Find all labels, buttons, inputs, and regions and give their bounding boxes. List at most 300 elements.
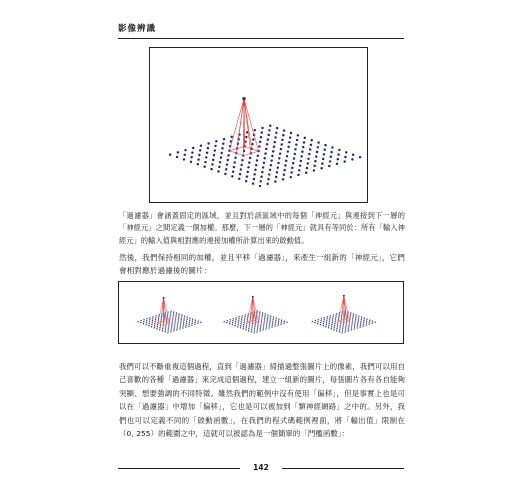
neuron-dot: [259, 141, 261, 143]
neuron-dot: [245, 329, 246, 330]
neuron-dot: [165, 325, 166, 326]
neuron-dot: [248, 330, 249, 331]
neuron-dot: [295, 143, 297, 145]
neuron-dot: [151, 322, 152, 323]
neuron-dot: [152, 318, 153, 319]
neuron-dot: [312, 321, 313, 322]
neuron-dot: [232, 324, 233, 325]
neuron-dot: [265, 148, 267, 150]
neuron-dot: [356, 314, 357, 315]
neuron-dot: [205, 156, 207, 158]
neuron-dot: [331, 326, 332, 327]
filter-connection: [338, 296, 344, 321]
neuron-dot: [259, 313, 260, 314]
neuron-dot: [173, 315, 174, 316]
neuron-dot: [251, 329, 252, 330]
neuron-dot: [240, 325, 241, 326]
neuron-dot: [332, 318, 333, 319]
neuron-dot: [146, 320, 147, 321]
neuron-dot: [263, 162, 265, 164]
neuron-dot: [320, 167, 322, 169]
neuron-dot: [269, 321, 270, 322]
footer-rule-left: [118, 468, 240, 469]
neuron-dot: [261, 316, 262, 317]
neuron-dot: [258, 323, 259, 324]
neuron-dot: [278, 157, 280, 159]
neuron-dot: [224, 173, 226, 175]
neuron-dot: [268, 129, 270, 131]
neuron-dot: [176, 329, 177, 330]
neuron-dot: [227, 154, 229, 156]
neuron-dot: [165, 329, 166, 330]
neuron-dot: [307, 162, 309, 164]
neuron-dot: [171, 327, 172, 328]
neuron-dot: [155, 315, 156, 316]
neuron-dot: [230, 319, 231, 320]
neuron-dot: [273, 318, 274, 319]
neuron-dot: [317, 323, 318, 324]
neuron-dot: [269, 325, 270, 326]
neuron-dot: [249, 324, 250, 325]
neuron-dot: [325, 324, 326, 325]
neuron-dot: [159, 327, 160, 328]
translated-filters-figure: [118, 281, 404, 344]
header-title: 影像辨識: [118, 24, 157, 34]
neuron-dot: [214, 149, 216, 151]
neuron-dot: [287, 150, 289, 152]
neuron-dot: [194, 322, 195, 323]
neuron-dot: [333, 314, 334, 315]
neuron-dot: [170, 331, 171, 332]
neuron-dot: [191, 324, 192, 325]
neuron-dot: [137, 321, 138, 322]
neuron-dot: [227, 159, 229, 161]
neuron-dot: [291, 167, 293, 169]
neuron-dot: [241, 317, 242, 318]
neuron-dot: [213, 154, 215, 156]
neuron-dot: [275, 132, 277, 134]
neuron-dot: [245, 180, 247, 182]
neuron-dot: [167, 311, 168, 312]
neuron-dot: [331, 322, 332, 323]
neuron-dot: [252, 325, 253, 326]
neuron-dot: [227, 320, 228, 321]
neuron-dot: [274, 141, 276, 143]
neuron-dot: [290, 132, 292, 134]
neuron-dot: [355, 318, 356, 319]
neuron-dot: [204, 161, 206, 163]
neuron-dot: [229, 321, 230, 322]
neuron-dot: [183, 158, 185, 160]
neuron-dot: [238, 318, 239, 319]
neuron-dot: [232, 322, 233, 323]
neuron-dot: [267, 320, 268, 321]
neuron-dot: [271, 326, 272, 327]
neuron-dot: [360, 320, 361, 321]
neuron-dot: [357, 321, 358, 322]
neuron-dot: [327, 316, 328, 317]
neuron-dot: [350, 329, 351, 330]
neuron-dot: [262, 166, 264, 168]
neuron-dot: [184, 154, 186, 156]
neuron-dot: [246, 325, 247, 326]
neuron-dot: [157, 326, 158, 327]
filter-connection: [237, 99, 244, 149]
neuron-dot: [162, 330, 163, 331]
neuron-dot: [321, 162, 323, 164]
filter-connection: [244, 99, 259, 152]
neuron-dot: [343, 324, 344, 325]
neuron-dot: [145, 324, 146, 325]
neuron-dot: [254, 129, 256, 131]
neuron-dot: [240, 327, 241, 328]
neuron-dot: [266, 324, 267, 325]
neuron-dot: [176, 327, 177, 328]
neuron-dot: [222, 142, 224, 144]
neuron-dot: [337, 158, 339, 160]
neuron-dot: [359, 326, 360, 327]
neuron-dot: [140, 320, 141, 321]
neuron-dot: [184, 315, 185, 316]
neuron-dot: [303, 141, 305, 143]
neuron-dot: [244, 318, 245, 319]
neuron-dot: [244, 316, 245, 317]
neuron-dot: [249, 326, 250, 327]
neuron-dot: [337, 322, 338, 323]
neuron-dot: [264, 152, 266, 154]
neuron-dot: [275, 176, 277, 178]
neuron-dot: [309, 148, 311, 150]
neuron-dot: [329, 160, 331, 162]
neuron-dot: [149, 317, 150, 318]
neuron-dot: [261, 320, 262, 321]
neuron-dot: [156, 328, 157, 329]
neuron-dot: [278, 322, 279, 323]
neuron-dot: [304, 137, 306, 139]
neuron-dot: [173, 328, 174, 329]
neuron-dot: [170, 316, 171, 317]
neuron-dot: [237, 326, 238, 327]
neuron-dot: [191, 151, 193, 153]
neuron-dot: [277, 166, 279, 168]
neuron-dot: [358, 317, 359, 318]
neuron-dot: [160, 325, 161, 326]
neuron-dot: [173, 330, 174, 331]
neuron-dot: [278, 320, 279, 321]
neuron-dot: [194, 323, 195, 324]
neuron-dot: [175, 320, 176, 321]
neuron-dot: [363, 319, 364, 320]
neuron-dot: [154, 321, 155, 322]
neuron-dot: [352, 317, 353, 318]
neuron-dot: [341, 332, 342, 333]
neuron-dot: [229, 323, 230, 324]
neuron-dot: [343, 160, 345, 162]
neuron-dot: [355, 320, 356, 321]
neuron-dot: [332, 320, 333, 321]
neuron-dot: [275, 321, 276, 322]
neuron-dot: [143, 323, 144, 324]
neuron-dot: [282, 178, 284, 180]
neuron-dot: [166, 317, 167, 318]
neuron-dot: [324, 144, 326, 146]
neuron-dot: [176, 312, 177, 313]
neuron-dot: [245, 136, 247, 138]
neuron-dot: [342, 328, 343, 329]
neuron-dot: [363, 323, 364, 324]
neuron-dot: [323, 321, 324, 322]
neuron-dot: [259, 330, 260, 331]
neuron-dot: [270, 317, 271, 318]
neuron-dot: [255, 324, 256, 325]
neuron-dot: [207, 142, 209, 144]
neuron-dot: [176, 314, 177, 315]
neuron-dot: [210, 168, 212, 170]
neuron-dot: [190, 161, 192, 163]
neuron-dot: [257, 327, 258, 328]
neuron-dot: [175, 316, 176, 317]
neuron-dot: [348, 328, 349, 329]
neuron-dot: [260, 328, 261, 329]
neuron-dot: [314, 322, 315, 323]
neuron-dot: [283, 174, 285, 176]
neuron-dot: [215, 140, 217, 142]
neuron-dot: [214, 145, 216, 147]
neuron-dot: [248, 328, 249, 329]
neuron-dot: [334, 327, 335, 328]
neuron-dot: [274, 180, 276, 182]
neuron-dot: [318, 319, 319, 320]
neuron-dot: [331, 324, 332, 325]
neuron-dot: [334, 321, 335, 322]
neuron-dot: [241, 319, 242, 320]
neuron-dot: [223, 138, 225, 140]
neuron-dot: [207, 147, 209, 149]
neuron-dot: [359, 156, 361, 158]
neuron-dot: [264, 317, 265, 318]
neuron-dot: [270, 164, 272, 166]
neuron-dot: [252, 138, 254, 140]
neuron-dot: [154, 323, 155, 324]
neuron-dot: [266, 143, 268, 145]
neuron-dot: [269, 323, 270, 324]
neuron-dot: [180, 320, 181, 321]
neuron-dot: [268, 173, 270, 175]
neuron-dot: [263, 157, 265, 159]
neuron-dot: [154, 327, 155, 328]
neuron-dot: [249, 157, 251, 159]
neuron-dot: [239, 316, 240, 317]
neuron-dot: [151, 324, 152, 325]
neuron-dot: [243, 326, 244, 327]
neuron-dot: [167, 330, 168, 331]
neuron-dot: [337, 324, 338, 325]
neuron-dot: [198, 154, 200, 156]
neuron-dot: [298, 169, 300, 171]
neuron-dot: [339, 331, 340, 332]
neuron-dot: [351, 327, 352, 328]
neuron-dot: [277, 324, 278, 325]
grid-group: [224, 310, 288, 333]
neuron-dot: [272, 322, 273, 323]
neuron-dot: [329, 321, 330, 322]
neuron-dot: [372, 321, 373, 322]
neuron-dot: [176, 156, 178, 158]
neuron-dot: [244, 320, 245, 321]
neuron-dot: [263, 325, 264, 326]
neuron-dot: [335, 317, 336, 318]
neuron-dot: [263, 323, 264, 324]
neuron-dot: [322, 158, 324, 160]
neuron-dot: [334, 323, 335, 324]
neuron-dot: [323, 153, 325, 155]
neuron-dot: [265, 328, 266, 329]
neuron-dot: [233, 166, 235, 168]
neuron-dot: [152, 316, 153, 317]
output-neuron: [243, 97, 246, 100]
neuron-dot: [369, 322, 370, 323]
neuron-dot: [162, 326, 163, 327]
neuron-dot: [260, 324, 261, 325]
neuron-dot: [360, 322, 361, 323]
neuron-dot: [369, 320, 370, 321]
neuron-dot: [332, 316, 333, 317]
neuron-dot: [344, 156, 346, 158]
neuron-dot: [186, 318, 187, 319]
neuron-dot: [344, 331, 345, 332]
neuron-dot: [257, 155, 259, 157]
neuron-dot: [353, 315, 354, 316]
neuron-dot: [185, 324, 186, 325]
neuron-dot: [293, 153, 295, 155]
neuron-dot: [317, 146, 319, 148]
neuron-dot: [172, 321, 173, 322]
neuron-dot: [183, 321, 184, 322]
neuron-dot: [182, 327, 183, 328]
neuron-dot: [256, 159, 258, 161]
neuron-dot: [253, 178, 255, 180]
neuron-dot: [260, 136, 262, 138]
neuron-dot: [328, 327, 329, 328]
neuron-dot: [300, 160, 302, 162]
neuron-dot: [353, 313, 354, 314]
neuron-dot: [189, 321, 190, 322]
neuron-dot: [358, 319, 359, 320]
neuron-dot: [340, 323, 341, 324]
neuron-dot: [259, 315, 260, 316]
neuron-dot: [320, 320, 321, 321]
page-footer: [118, 462, 404, 474]
neuron-dot: [272, 324, 273, 325]
neuron-dot: [278, 319, 279, 320]
neuron-dot: [185, 326, 186, 327]
neuron-dot: [351, 158, 353, 160]
neuron-dot: [261, 171, 263, 173]
neuron-dot: [269, 169, 271, 171]
paragraph-filter-description: 「過濾器」會涵蓋固定的區域，並且對於該區域中的每個「神經元」與連接到下一層的「神經元」之間定義一個加權。那麼，下一層的「神經元」就具有等同於：所有「輸入神經元」的輸入值與相對應的連接加權所計算出來的啟動值。: [119, 211, 405, 245]
neuron-dot: [321, 318, 322, 319]
neuron-dot: [258, 145, 260, 147]
neuron-dot: [313, 165, 315, 167]
neuron-dot: [171, 323, 172, 324]
neuron-dot: [234, 157, 236, 159]
neuron-dot: [240, 323, 241, 324]
neuron-dot: [287, 146, 289, 148]
neuron-dot: [247, 166, 249, 168]
neuron-dot: [190, 156, 192, 158]
neuron-dot: [266, 326, 267, 327]
neuron-dot: [346, 323, 347, 324]
output-neuron: [252, 296, 254, 298]
neuron-dot: [186, 322, 187, 323]
neuron-dot: [320, 322, 321, 323]
neuron-dot: [192, 319, 193, 320]
neuron-dot: [324, 317, 325, 318]
neuron-dot: [203, 165, 205, 167]
neuron-dot: [317, 141, 319, 143]
neuron-dot: [267, 178, 269, 180]
neuron-dot: [220, 152, 222, 154]
neuron-dot: [157, 324, 158, 325]
neuron-dot: [268, 327, 269, 328]
neuron-dot: [336, 328, 337, 329]
neuron-dot: [246, 327, 247, 328]
running-header: [118, 16, 404, 39]
neuron-dot: [162, 328, 163, 329]
neuron-dot: [371, 323, 372, 324]
neuron-dot: [349, 322, 350, 323]
neuron-dot: [260, 326, 261, 327]
neuron-dot: [351, 323, 352, 324]
neuron-dot: [280, 148, 282, 150]
neuron-dot: [281, 322, 282, 323]
neuron-dot: [284, 164, 286, 166]
neuron-dot: [225, 168, 227, 170]
neuron-dot: [263, 327, 264, 328]
neuron-dot: [192, 320, 193, 321]
neuron-dot: [281, 139, 283, 141]
neuron-dot: [170, 310, 171, 311]
neuron-dot: [243, 324, 244, 325]
neuron-dot: [259, 185, 261, 187]
neuron-dot: [181, 318, 182, 319]
neuron-dot: [159, 329, 160, 330]
neuron-dot: [174, 324, 175, 325]
neuron-dot: [308, 153, 310, 155]
neuron-dot: [320, 324, 321, 325]
neuron-dot: [260, 176, 262, 178]
neuron-dot: [266, 183, 268, 185]
neuron-dot: [172, 319, 173, 320]
neuron-dot: [171, 325, 172, 326]
neuron-dot: [231, 136, 233, 138]
neuron-dot: [330, 156, 332, 158]
neuron-dot: [267, 314, 268, 315]
neuron-dot: [374, 322, 375, 323]
neuron-dot: [241, 159, 243, 161]
neuron-dot: [149, 319, 150, 320]
neuron-dot: [325, 326, 326, 327]
neuron-dot: [353, 328, 354, 329]
neuron-dot: [257, 310, 258, 311]
neuron-dot: [310, 139, 312, 141]
neuron-dot: [197, 323, 198, 324]
neuron-dot: [197, 158, 199, 160]
neuron-dot: [179, 328, 180, 329]
filter-connection: [247, 297, 253, 322]
neuron-dot: [220, 156, 222, 158]
neuron-dot: [335, 315, 336, 316]
